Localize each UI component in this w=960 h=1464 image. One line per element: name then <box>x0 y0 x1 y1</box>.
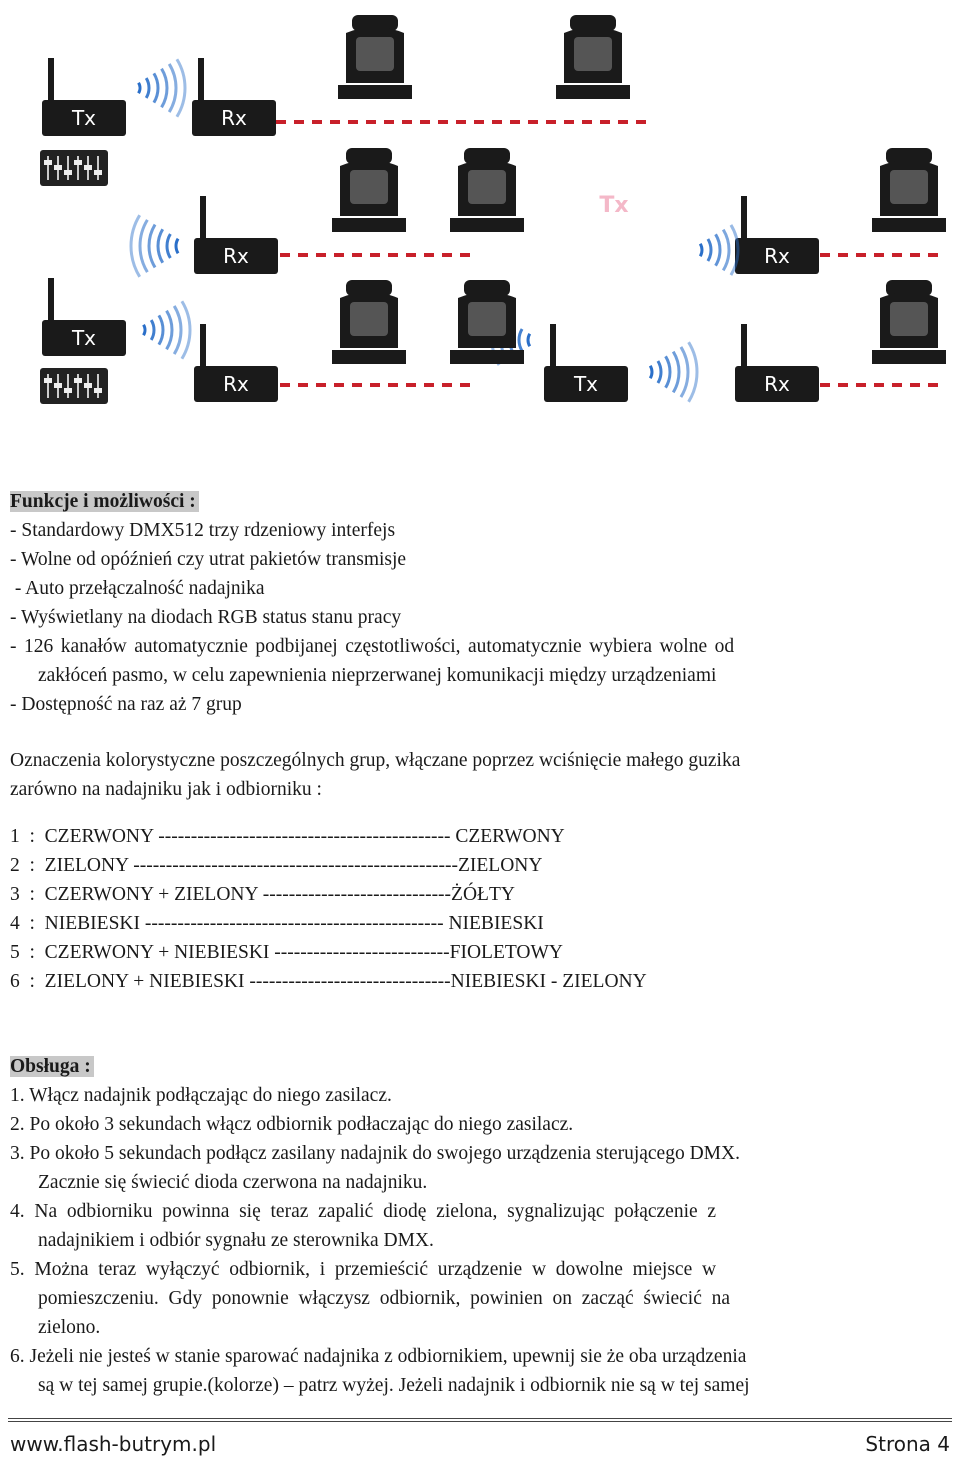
radio-wave <box>519 329 522 351</box>
radio-wave <box>673 352 679 393</box>
step: 5. Można teraz wyłączyć odbiornik, i przemieścić urządzenie w dowolne miejsce w <box>10 1259 717 1280</box>
radio-wave <box>146 78 149 98</box>
footer-website: www.flash-butrym.pl <box>10 1432 217 1456</box>
moving-head-base <box>872 218 946 232</box>
color-group-row: 4 : NIEBIESKI ---------------------------------------------- NIEBIESKI <box>10 913 544 934</box>
feature-item: - 126 kanałów automatycznie podbijanej częstotliwości, automatycznie wybiera wolne od <box>10 636 735 657</box>
step-continued: zielono. <box>38 1317 101 1338</box>
features-heading: Funkcje i możliwości : <box>10 491 199 512</box>
moving-head <box>556 15 630 99</box>
moving-head <box>338 15 412 99</box>
step-continued: Zacznie się świecić dioda czerwona na nadajniku. <box>38 1172 428 1193</box>
antenna <box>48 58 54 102</box>
moving-head-lens <box>356 37 394 71</box>
moving-head <box>450 148 524 232</box>
radio-wave <box>700 244 702 257</box>
fader-track <box>67 374 69 398</box>
color-group-row: 1 : CZERWONY --------------------------------------------- CZERWONY <box>10 826 565 847</box>
color-group-row: 6 : ZIELONY + NIEBIESKI -------------------------------NIEBIESKI - ZIELONY <box>10 971 647 992</box>
radio-wave <box>723 230 729 271</box>
radio-wave <box>144 325 145 335</box>
fader-track <box>47 156 49 180</box>
receiver-label: Rx <box>223 244 249 268</box>
moving-head-lens <box>468 302 506 336</box>
moving-head <box>332 280 406 364</box>
antenna <box>741 196 747 240</box>
fader-track <box>97 156 99 180</box>
moving-head-base <box>872 350 946 364</box>
feature-item-continued: zakłóceń pasmo, w celu zapewnienia nieprzerwanej komunikacji między urządzeniami <box>38 665 717 686</box>
radio-wave <box>177 59 185 116</box>
fader-knob <box>94 170 102 175</box>
step-continued: nadajnikiem i odbiór sygnału ze sterownika DMX. <box>38 1230 434 1251</box>
footer-divider <box>8 1418 952 1422</box>
fader-track <box>67 156 69 180</box>
step: 1. Włącz nadajnik podłączając do niego zasilacz. <box>10 1085 392 1106</box>
step: 2. Po około 3 sekundach włącz odbiornik podłaczając do niego zasilacz. <box>10 1114 574 1135</box>
radio-wave <box>716 234 720 265</box>
radio-wave <box>159 315 163 344</box>
fader-knob <box>44 160 52 165</box>
fader-track <box>77 156 79 180</box>
step-continued: są w tej samej grupie.(kolorze) – patrz wyżej. Jeżeli nadajnik i odbiornik nie są w tej samej <box>38 1375 750 1396</box>
transmitter-label: Tx <box>71 326 97 350</box>
moving-head-lens <box>890 302 928 336</box>
moving-head-base <box>332 350 406 364</box>
fader-knob <box>84 383 92 388</box>
moving-head <box>872 280 946 364</box>
radio-wave <box>708 239 711 261</box>
antenna <box>198 58 204 102</box>
fader-track <box>97 374 99 398</box>
color-group-row: 2 : ZIELONY --------------------------------------------------ZIELONY <box>10 855 543 876</box>
radio-wave <box>681 347 688 397</box>
faint-tx-label: Tx <box>599 193 629 218</box>
moving-head <box>450 280 524 364</box>
feature-item: - Wyświetlany na diodach RGB status stanu pracy <box>10 607 402 628</box>
footer-page-number: Strona 4 <box>865 1432 950 1456</box>
step: 6. Jeżeli nie jesteś w stanie sparować nadajnika z odbiornikiem, upewnij sie że oba urządzenia <box>10 1346 747 1367</box>
receiver-label: Rx <box>764 244 790 268</box>
transmitter-label: Tx <box>71 106 97 130</box>
radio-wave <box>174 306 181 354</box>
color-group-row: 3 : CZERWONY + ZIELONY -----------------------------ŻÓŁTY <box>10 884 515 905</box>
fader-knob <box>44 378 52 383</box>
receiver-label: Rx <box>223 372 249 396</box>
fader-knob <box>74 378 82 383</box>
features-section <box>10 487 954 719</box>
color-groups-intro <box>10 746 954 804</box>
fader-track <box>47 374 49 398</box>
radio-wave <box>182 301 190 358</box>
fader-knob <box>94 388 102 393</box>
fader-knob <box>54 165 62 170</box>
antenna <box>48 278 54 322</box>
moving-head-lens <box>574 37 612 71</box>
moving-head <box>872 148 946 232</box>
radio-wave <box>139 83 140 93</box>
moving-head-base <box>338 85 412 99</box>
step: 3. Po około 5 sekundach podłącz zasilany nadajnik do swojego urządzenia sterującego DMX. <box>10 1143 740 1164</box>
radio-wave <box>167 234 170 258</box>
radio-wave <box>528 334 530 347</box>
moving-head-base <box>450 350 524 364</box>
radio-wave <box>154 73 158 102</box>
fader-track <box>77 374 79 398</box>
feature-item: - Standardowy DMX512 trzy rdzeniowy interfejs <box>10 520 396 541</box>
receiver-label: Rx <box>764 372 790 396</box>
radio-wave <box>658 361 661 383</box>
antenna <box>200 196 206 240</box>
color-group-row: 5 : CZERWONY + NIEBIESKI ---------------------------FIOLETOWY <box>10 942 563 963</box>
antenna <box>550 324 556 368</box>
moving-head-base <box>332 218 406 232</box>
radio-wave <box>666 356 670 387</box>
feature-item: - Wolne od opóźnień czy utrat pakietów transmisje <box>10 549 407 570</box>
radio-wave <box>151 320 154 340</box>
radio-wave <box>162 69 167 108</box>
color-group-table <box>10 822 954 996</box>
feature-item: - Dostępność na raz aż 7 grup <box>10 694 242 715</box>
moving-head-base <box>450 218 524 232</box>
radio-wave <box>169 64 176 112</box>
feature-item: - Auto przełączalność nadajnika <box>10 578 265 599</box>
fader-knob <box>54 383 62 388</box>
radio-wave <box>158 229 163 262</box>
fader-knob <box>84 165 92 170</box>
antenna <box>741 324 747 368</box>
step: 4. Na odbiorniku powinna się teraz zapalić diodę zielona, sygnalizując połączenie z <box>10 1201 717 1222</box>
fader-knob <box>74 160 82 165</box>
moving-head-lens <box>350 302 388 336</box>
radio-wave <box>149 225 155 268</box>
radio-wave <box>167 311 172 350</box>
radio-wave <box>176 239 178 254</box>
transmitter-label: Tx <box>573 372 599 396</box>
wireless-dmx-diagram <box>0 0 960 470</box>
radio-wave <box>689 342 697 402</box>
radio-wave <box>650 366 652 379</box>
radio-wave <box>131 215 140 277</box>
operation-section <box>10 1052 954 1400</box>
moving-head-lens <box>890 170 928 204</box>
moving-head <box>332 148 406 232</box>
moving-head-base <box>556 85 630 99</box>
antenna <box>200 324 206 368</box>
moving-head-lens <box>350 170 388 204</box>
moving-head-lens <box>468 170 506 204</box>
intro-line: Oznaczenia kolorystyczne poszczególnych grup, włączane poprzez wciśnięcie małego guzika <box>10 750 741 771</box>
intro-line: zarówno na nadajniku jak i odbiorniku : <box>10 779 322 800</box>
receiver-label: Rx <box>221 106 247 130</box>
radio-wave <box>140 220 147 272</box>
operation-heading: Obsługa : <box>10 1056 94 1077</box>
fader-knob <box>64 388 72 393</box>
step-continued: pomieszczeniu. Gdy ponownie włączysz odbiornik, powinien on zacząć świecić na <box>38 1288 731 1309</box>
fader-knob <box>64 170 72 175</box>
